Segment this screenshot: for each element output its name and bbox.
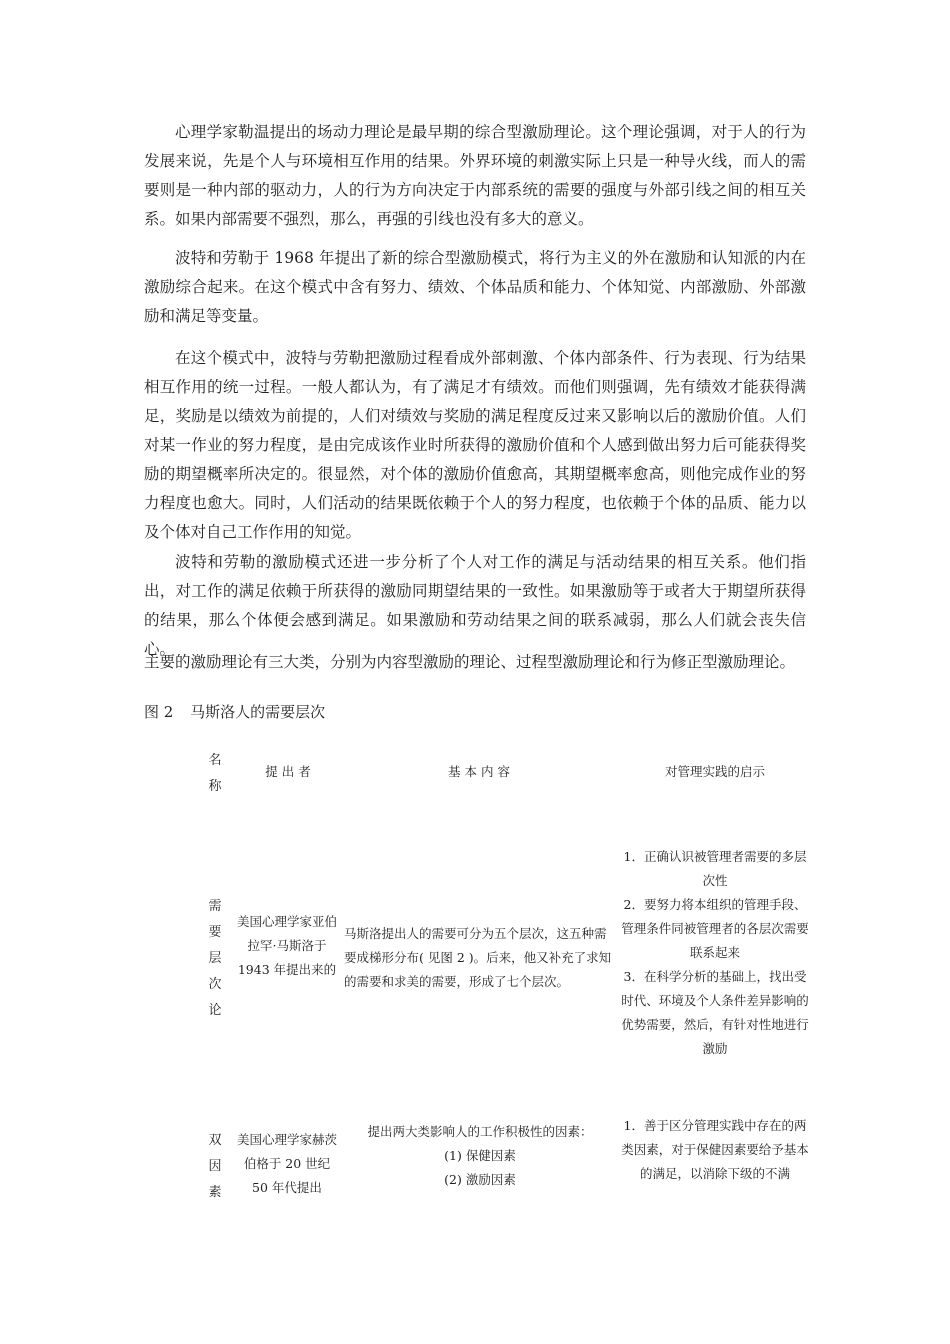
row-name-char: 素 xyxy=(208,1185,222,1200)
figure-title: 马斯洛人的需要层次 xyxy=(190,703,326,721)
row-name-char: 因 xyxy=(208,1159,222,1174)
row-implication xyxy=(618,845,812,1061)
row-name-char: 次 xyxy=(208,977,222,992)
header-name-char: 名 xyxy=(208,753,222,768)
content-line: 提出两大类影响人的工作积极性的因素： xyxy=(367,1124,593,1139)
row-name xyxy=(205,1128,225,1206)
paragraph-porter-lawler-model: 波特和劳勒于 1968 年提出了新的综合型激励模式，将行为主义的外在激励和认知派的内在激励综合起来。在这个模式中含有努力、绩效、个体品质和能力、个体知觉、内部激励、外部激励和满足等变量。 xyxy=(144,249,806,325)
row-name-char: 论 xyxy=(208,1003,222,1018)
row-name-char: 双 xyxy=(208,1133,222,1148)
row-content: 马斯洛提出人的需要可分为五个层次，这五种需要成梯形分布( 见图 2 )。后来，他又补充了求知的需要和求美的需要，形成了七个层次。 xyxy=(344,926,612,989)
implication-item: 2．要努力将本组织的管理手段、管理条件同被管理者的各层次需要联系起来 xyxy=(621,897,809,960)
implication-item: 3．在科学分析的基础上，找出受时代、环境及个人条件差异影响的优势需要，然后，有针对性地进行激励 xyxy=(621,969,809,1056)
implication-item: 1．正确认识被管理者需要的多层次性 xyxy=(623,849,807,888)
header-implication: 对管理实践的启示 xyxy=(664,764,765,779)
paragraph-model-process: 在这个模式中，波特与劳勒把激励过程看成外部刺激、个体内部条件、行为表现、行为结果相互作用的统一过程。一般人都认为，有了满足才有绩效。而他们则强调，先有绩效才能获得满足，奖励是以绩效为前提的，人们对绩效与奖励的满足程度反过来又影响以后的激励价值。人们对某一作业的努力程度，是由完成该作业时所获得的激励价值和个人感到做出努力后可能获得奖励的期望概率所决定的。很显然，对个体的激励价值愈高，其期望概率愈高，则他完成作业的努力程度也愈大。同时，人们活动的结果既依赖于个人的努力程度，也依赖于个体的品质、能力以及个体对自己工作作用的知觉。 xyxy=(144,349,806,541)
row-proposer: 美国心理学家赫茨伯格于 20 世纪 50 年代提出 xyxy=(236,1132,337,1195)
row-implication xyxy=(618,1114,812,1186)
content-line: (2) 激励因素 xyxy=(444,1172,516,1187)
row-proposer: 美国心理学家亚伯拉罕·马斯洛于 1943 年提出来的 xyxy=(236,914,337,977)
header-name xyxy=(205,748,225,800)
row-name-char: 层 xyxy=(208,951,222,966)
figure-number: 图 2 xyxy=(144,703,174,721)
row-content xyxy=(344,1120,616,1192)
row-name-char: 需 xyxy=(208,899,222,914)
paragraph-three-types: 主要的激励理论有三大类，分别为内容型激励的理论、过程型激励理论和行为修正型激励理论。 xyxy=(144,653,796,671)
header-name-char: 称 xyxy=(208,779,222,794)
paragraph-satisfaction: 波特和劳勒的激励模式还进一步分析了个人对工作的满足与活动结果的相互关系。他们指出，对工作的满足依赖于所获得的激励同期望结果的一致性。如果激励等于或者大于期望所获得的结果，那么个体便会感到满足。如果激励和劳动结果之间的联系减弱，那么人们就会丧失信心。 xyxy=(144,553,806,658)
row-name xyxy=(205,894,225,1024)
paragraph-lewin: 心理学家勒温提出的场动力理论是最早期的综合型激励理论。这个理论强调，对于人的行为发展来说，先是个人与环境相互作用的结果。外界环境的刺激实际上只是一种导火线，而人的需要则是一种内部的驱动力，人的行为方向决定于内部系统的需要的强度与外部引线之间的相互关系。如果内部需要不强烈，那么，再强的引线也没有多大的意义。 xyxy=(144,123,806,228)
content-line: (1) 保健因素 xyxy=(444,1148,516,1163)
implication-item: 1．善于区分管理实践中存在的两类因素，对于保健因素要给予基本的满足，以消除下级的不满 xyxy=(621,1118,809,1181)
header-content: 基 本 内 容 xyxy=(448,764,510,779)
header-proposer: 提 出 者 xyxy=(265,764,311,779)
figure-caption xyxy=(144,700,325,724)
row-name-char: 要 xyxy=(208,925,222,940)
